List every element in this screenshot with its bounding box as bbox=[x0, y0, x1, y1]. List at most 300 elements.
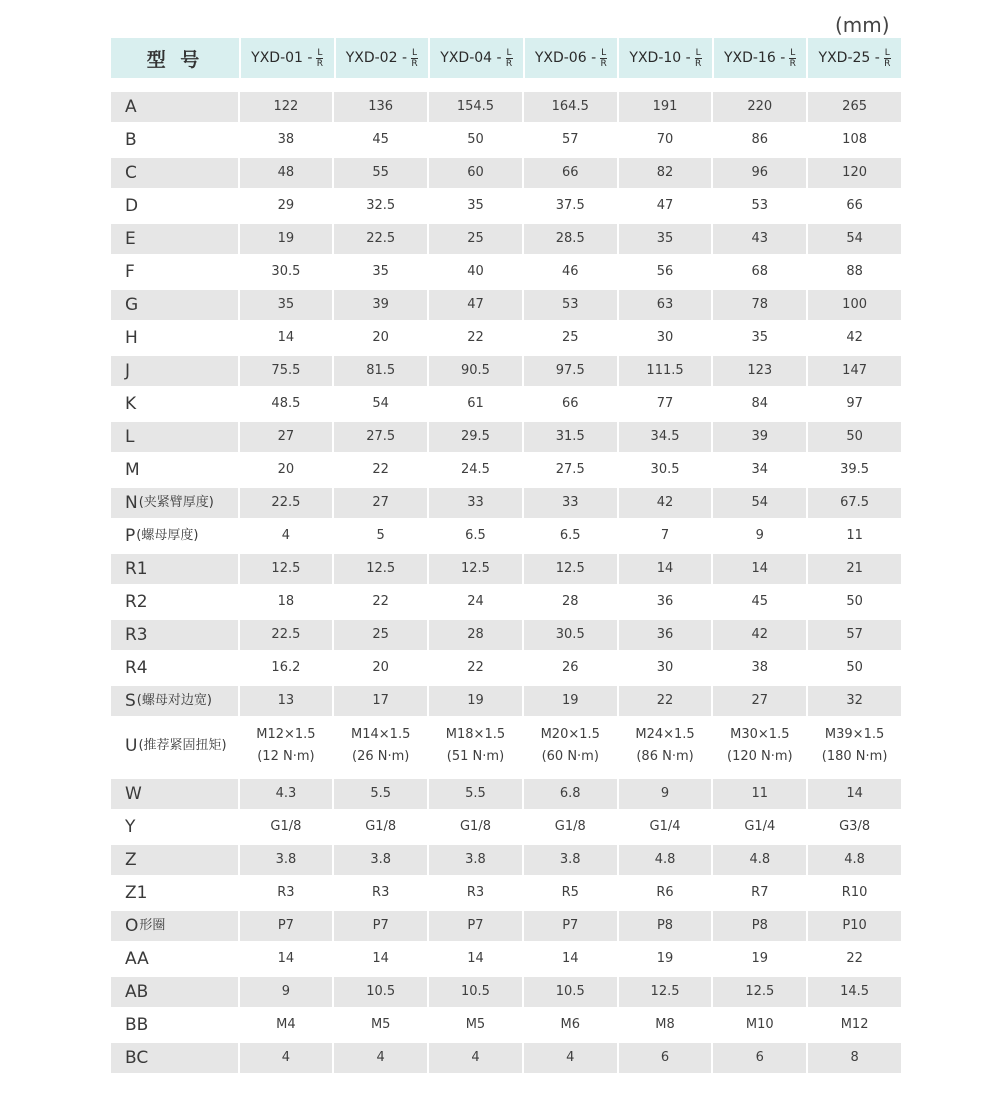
value-cell: 4 bbox=[429, 1043, 524, 1073]
param-name: AB bbox=[125, 982, 149, 1002]
param-name: U bbox=[125, 736, 138, 756]
value-cell: 32.5 bbox=[334, 191, 429, 221]
value-cell: 57 bbox=[524, 125, 619, 155]
value-cell: 11 bbox=[846, 528, 863, 543]
param-cell bbox=[111, 653, 240, 683]
value-cell: 108 bbox=[842, 132, 867, 147]
table-row bbox=[111, 845, 901, 875]
param-cell bbox=[111, 812, 240, 842]
value-cell: 16.2 bbox=[240, 653, 335, 683]
value-cell: 22.5 bbox=[240, 620, 335, 650]
value-cell: M8 bbox=[619, 1010, 714, 1040]
param-cell bbox=[111, 323, 240, 353]
value-cell: 20 bbox=[334, 653, 429, 683]
param-cell bbox=[111, 719, 240, 773]
param-cell bbox=[111, 92, 240, 122]
param-name: P bbox=[125, 526, 136, 546]
value-cell: 111.5 bbox=[619, 356, 714, 386]
value-cell: 3.8 bbox=[524, 845, 619, 875]
param-cell bbox=[111, 1043, 240, 1073]
value-cell: 3.8 bbox=[429, 845, 524, 875]
value-cell: 35 bbox=[429, 191, 524, 221]
value-cell: M6 bbox=[524, 1010, 619, 1040]
value-cell: 38 bbox=[240, 125, 335, 155]
table-row bbox=[111, 488, 901, 518]
value-cell: M5 bbox=[429, 1010, 524, 1040]
param-name: C bbox=[125, 163, 137, 183]
value-cell: 32 bbox=[808, 686, 901, 716]
value-cell: 4.8 bbox=[808, 845, 901, 875]
value-cell: 39.5 bbox=[840, 462, 870, 477]
value-cell: 10.5 bbox=[334, 977, 429, 1007]
param-cell bbox=[111, 977, 240, 1007]
value-cell: 54 bbox=[713, 488, 808, 518]
value-cell: 8 bbox=[808, 1043, 901, 1073]
model-header-cell bbox=[525, 38, 620, 78]
value-cell: 27.5 bbox=[524, 455, 619, 485]
table-row bbox=[111, 356, 901, 386]
value-cell: 18 bbox=[240, 587, 335, 617]
table-row bbox=[111, 944, 901, 974]
value-cell: 100 bbox=[808, 290, 901, 320]
table-row bbox=[111, 878, 901, 908]
value-cell: P8 bbox=[619, 911, 714, 941]
value-cell: 24 bbox=[429, 587, 524, 617]
torque-value: (86 N·m) bbox=[636, 749, 694, 764]
table-row bbox=[111, 587, 901, 617]
param-name: E bbox=[125, 229, 136, 249]
value-cell: 154.5 bbox=[429, 92, 524, 122]
param-cell bbox=[111, 389, 240, 419]
value-cell: 4.8 bbox=[713, 845, 808, 875]
table-row bbox=[111, 389, 901, 419]
value-cell: 6 bbox=[713, 1043, 808, 1073]
value-cell: 96 bbox=[713, 158, 808, 188]
value-cell: 56 bbox=[619, 257, 714, 287]
param-name: R3 bbox=[125, 625, 148, 645]
param-name: R2 bbox=[125, 592, 148, 612]
param-cell bbox=[111, 356, 240, 386]
value-cell: 19 bbox=[619, 944, 714, 974]
value-cell: M4 bbox=[240, 1010, 335, 1040]
value-cell: 29.5 bbox=[429, 422, 524, 452]
model-header-label: 型 号 bbox=[111, 38, 241, 78]
value-cell: 6 bbox=[619, 1043, 714, 1073]
value-cell: 12.5 bbox=[429, 554, 524, 584]
param-cell bbox=[111, 488, 240, 518]
thread-size: M24×1.5 bbox=[635, 727, 695, 742]
param-cell bbox=[111, 257, 240, 287]
table-row bbox=[111, 290, 901, 320]
value-cell: 38 bbox=[713, 653, 808, 683]
table-row bbox=[111, 653, 901, 683]
table-row bbox=[111, 422, 901, 452]
table-row bbox=[111, 977, 901, 1007]
value-cell: 55 bbox=[334, 158, 429, 188]
value-cell: 35 bbox=[713, 323, 808, 353]
table-row bbox=[111, 158, 901, 188]
value-cell: 10.5 bbox=[524, 977, 619, 1007]
torque-value: (120 N·m) bbox=[727, 749, 793, 764]
value-cell: 14 bbox=[619, 554, 714, 584]
param-cell bbox=[111, 1010, 240, 1040]
value-cell: G1/8 bbox=[240, 812, 335, 842]
value-cell: 12.5 bbox=[619, 977, 714, 1007]
value-cell: 12.5 bbox=[334, 554, 429, 584]
value-cell: 53 bbox=[524, 290, 619, 320]
table-header bbox=[111, 38, 901, 78]
value-cell: 88 bbox=[846, 264, 863, 279]
param-cell bbox=[111, 845, 240, 875]
param-name: W bbox=[125, 784, 142, 804]
param-name: J bbox=[125, 361, 131, 381]
value-cell: 12.5 bbox=[524, 554, 619, 584]
value-cell: 27.5 bbox=[334, 422, 429, 452]
model-name: YXD-02 - bbox=[345, 50, 407, 66]
param-name: F bbox=[125, 262, 135, 282]
model-name: YXD-25 - bbox=[818, 50, 880, 66]
value-cell: 30.5 bbox=[524, 620, 619, 650]
value-cell: 220 bbox=[713, 92, 808, 122]
value-cell: 12.5 bbox=[240, 554, 335, 584]
value-cell: R6 bbox=[619, 878, 714, 908]
value-cell: 10.5 bbox=[429, 977, 524, 1007]
value-cell: 191 bbox=[619, 92, 714, 122]
param-note: (螺母对边宽) bbox=[136, 693, 212, 708]
model-header-cell bbox=[336, 38, 431, 78]
value-cell bbox=[524, 719, 619, 773]
value-cell: 36 bbox=[619, 587, 714, 617]
value-cell: 90.5 bbox=[429, 356, 524, 386]
value-cell: 30 bbox=[619, 323, 714, 353]
param-name: BB bbox=[125, 1015, 149, 1035]
value-cell: 12.5 bbox=[713, 977, 808, 1007]
value-cell: 70 bbox=[619, 125, 714, 155]
param-cell bbox=[111, 158, 240, 188]
value-cell: R10 bbox=[841, 885, 868, 900]
param-cell bbox=[111, 944, 240, 974]
value-cell: 19 bbox=[240, 224, 335, 254]
value-cell: 40 bbox=[429, 257, 524, 287]
value-cell: 86 bbox=[713, 125, 808, 155]
value-cell: R3 bbox=[429, 878, 524, 908]
value-cell: 14.5 bbox=[808, 977, 901, 1007]
value-cell: P10 bbox=[808, 911, 901, 941]
value-cell: 4 bbox=[240, 1043, 335, 1073]
table-row bbox=[111, 125, 901, 155]
param-name: R4 bbox=[125, 658, 148, 678]
param-note: (推荐紧固扭矩) bbox=[138, 738, 227, 753]
value-cell: 57 bbox=[808, 620, 901, 650]
value-cell: 47 bbox=[429, 290, 524, 320]
value-cell: 25 bbox=[429, 224, 524, 254]
model-header-cell bbox=[808, 38, 901, 78]
value-cell: 28.5 bbox=[524, 224, 619, 254]
value-cell: 30.5 bbox=[619, 455, 714, 485]
param-cell bbox=[111, 422, 240, 452]
value-cell: 50 bbox=[846, 594, 863, 609]
value-cell: 3.8 bbox=[240, 845, 335, 875]
param-name: K bbox=[125, 394, 137, 414]
param-cell bbox=[111, 620, 240, 650]
param-cell bbox=[111, 587, 240, 617]
value-cell: 4 bbox=[524, 1043, 619, 1073]
param-name: H bbox=[125, 328, 138, 348]
param-name: A bbox=[125, 97, 137, 117]
value-cell: 53 bbox=[713, 191, 808, 221]
value-cell: 17 bbox=[334, 686, 429, 716]
value-cell: P7 bbox=[240, 911, 335, 941]
value-cell: 6.5 bbox=[524, 521, 619, 551]
model-variant-lr: L R bbox=[695, 47, 702, 69]
value-cell: 4.8 bbox=[619, 845, 714, 875]
unit-label: (mm) bbox=[835, 13, 890, 37]
value-cell: 42 bbox=[846, 330, 863, 345]
thread-size: M39×1.5 bbox=[824, 727, 885, 742]
value-cell: 19 bbox=[429, 686, 524, 716]
value-cell: 22 bbox=[429, 323, 524, 353]
value-cell: 14 bbox=[713, 554, 808, 584]
value-cell: 19 bbox=[524, 686, 619, 716]
param-name: S bbox=[125, 691, 136, 711]
value-cell: 24.5 bbox=[429, 455, 524, 485]
table-row bbox=[111, 620, 901, 650]
thread-size: M18×1.5 bbox=[445, 727, 506, 742]
value-cell: 63 bbox=[619, 290, 714, 320]
value-cell: 22.5 bbox=[240, 488, 335, 518]
value-cell: 60 bbox=[429, 158, 524, 188]
value-cell: 22.5 bbox=[334, 224, 429, 254]
value-cell: 47 bbox=[619, 191, 714, 221]
value-cell bbox=[334, 719, 429, 773]
value-cell: 75.5 bbox=[240, 356, 335, 386]
param-name: M bbox=[125, 460, 140, 480]
table-row bbox=[111, 323, 901, 353]
table-row bbox=[111, 455, 901, 485]
value-cell: 35 bbox=[619, 224, 714, 254]
value-cell: 50 bbox=[429, 125, 524, 155]
value-cell: 77 bbox=[619, 389, 714, 419]
value-cell: 54 bbox=[334, 389, 429, 419]
value-cell bbox=[808, 719, 901, 773]
value-cell: 66 bbox=[846, 198, 863, 213]
param-name: AA bbox=[125, 949, 149, 969]
value-cell: 81.5 bbox=[334, 356, 429, 386]
model-header-cell bbox=[241, 38, 336, 78]
value-cell: 14 bbox=[808, 779, 901, 809]
table-row bbox=[111, 92, 901, 122]
model-name: YXD-01 - bbox=[251, 50, 313, 66]
value-cell: R5 bbox=[524, 878, 619, 908]
value-cell: 27 bbox=[334, 488, 429, 518]
value-cell: 20 bbox=[240, 455, 335, 485]
torque-value: (180 N·m) bbox=[821, 749, 888, 764]
value-cell: 22 bbox=[334, 587, 429, 617]
value-cell: 22 bbox=[334, 455, 429, 485]
param-name: N bbox=[125, 493, 138, 513]
value-cell: 9 bbox=[713, 521, 808, 551]
table-row bbox=[111, 686, 901, 716]
model-variant-lr: L R bbox=[505, 47, 513, 69]
value-cell: 25 bbox=[524, 323, 619, 353]
value-cell: 30 bbox=[619, 653, 714, 683]
value-cell: 46 bbox=[524, 257, 619, 287]
value-cell: 25 bbox=[334, 620, 429, 650]
value-cell: 21 bbox=[808, 554, 901, 584]
param-cell bbox=[111, 191, 240, 221]
torque-value: (51 N·m) bbox=[446, 749, 505, 764]
table-row bbox=[111, 911, 901, 941]
param-cell bbox=[111, 521, 240, 551]
value-cell: 37.5 bbox=[524, 191, 619, 221]
value-cell: 67.5 bbox=[808, 488, 901, 518]
value-cell: 123 bbox=[713, 356, 808, 386]
value-cell: 28 bbox=[524, 587, 619, 617]
value-cell: 120 bbox=[808, 158, 901, 188]
param-name: D bbox=[125, 196, 139, 216]
value-cell: 265 bbox=[808, 92, 901, 122]
value-cell: 33 bbox=[524, 488, 619, 518]
value-cell: 22 bbox=[429, 653, 524, 683]
value-cell: 34 bbox=[713, 455, 808, 485]
thread-size: M20×1.5 bbox=[540, 727, 600, 742]
table-row bbox=[111, 521, 901, 551]
table-row bbox=[111, 719, 901, 773]
value-cell: 45 bbox=[713, 587, 808, 617]
value-cell: 31.5 bbox=[524, 422, 619, 452]
value-cell: 68 bbox=[713, 257, 808, 287]
value-cell: M10 bbox=[713, 1010, 808, 1040]
value-cell: 39 bbox=[713, 422, 808, 452]
model-variant-lr: L R bbox=[789, 47, 796, 69]
param-cell bbox=[111, 779, 240, 809]
table-row bbox=[111, 1043, 901, 1073]
value-cell: 136 bbox=[334, 92, 429, 122]
table-row bbox=[111, 1010, 901, 1040]
param-name: R1 bbox=[125, 559, 148, 579]
value-cell: 22 bbox=[846, 951, 863, 966]
value-cell: 6.5 bbox=[429, 521, 524, 551]
param-cell bbox=[111, 686, 240, 716]
value-cell: 4 bbox=[334, 1043, 429, 1073]
value-cell: 97.5 bbox=[524, 356, 619, 386]
value-cell: P7 bbox=[524, 911, 619, 941]
value-cell: M12 bbox=[840, 1017, 869, 1032]
value-cell: 43 bbox=[713, 224, 808, 254]
value-cell: P7 bbox=[334, 911, 429, 941]
model-name: YXD-16 - bbox=[723, 50, 786, 66]
value-cell: 36 bbox=[619, 620, 714, 650]
value-cell: R7 bbox=[713, 878, 808, 908]
param-name: L bbox=[125, 427, 135, 447]
value-cell: 39 bbox=[334, 290, 429, 320]
value-cell: 34.5 bbox=[619, 422, 714, 452]
value-cell: P7 bbox=[429, 911, 524, 941]
value-cell: 66 bbox=[524, 389, 619, 419]
value-cell: 122 bbox=[240, 92, 335, 122]
value-cell: 82 bbox=[619, 158, 714, 188]
value-cell: G3/8 bbox=[839, 819, 871, 834]
value-cell: 14 bbox=[429, 944, 524, 974]
param-name: BC bbox=[125, 1048, 149, 1068]
value-cell: 50 bbox=[846, 660, 863, 675]
model-variant-lr: L R bbox=[411, 47, 418, 69]
param-note: (夹紧臂厚度) bbox=[138, 495, 214, 510]
value-cell: R3 bbox=[334, 878, 429, 908]
value-cell: 9 bbox=[240, 977, 335, 1007]
model-variant-lr: L R bbox=[884, 47, 891, 69]
param-note: (螺母厚度) bbox=[136, 528, 199, 543]
value-cell: 14 bbox=[240, 323, 335, 353]
model-name: YXD-10 - bbox=[629, 50, 691, 66]
value-cell: 78 bbox=[713, 290, 808, 320]
param-cell bbox=[111, 911, 240, 941]
value-cell: 13 bbox=[240, 686, 335, 716]
value-cell: G1/8 bbox=[524, 812, 619, 842]
param-name: Z1 bbox=[125, 883, 148, 903]
value-cell: 30.5 bbox=[240, 257, 335, 287]
value-cell: 22 bbox=[619, 686, 714, 716]
param-note: 形圈 bbox=[139, 918, 166, 933]
value-cell: 54 bbox=[808, 224, 901, 254]
param-cell bbox=[111, 290, 240, 320]
value-cell: 164.5 bbox=[524, 92, 619, 122]
value-cell: 48.5 bbox=[240, 389, 335, 419]
value-cell: P8 bbox=[713, 911, 808, 941]
table-row bbox=[111, 779, 901, 809]
value-cell: 3.8 bbox=[334, 845, 429, 875]
value-cell: 35 bbox=[334, 257, 429, 287]
value-cell: 11 bbox=[713, 779, 808, 809]
param-name: Y bbox=[125, 817, 136, 837]
torque-value: (60 N·m) bbox=[541, 749, 599, 764]
value-cell: M5 bbox=[334, 1010, 429, 1040]
model-name: YXD-06 - bbox=[534, 50, 597, 66]
value-cell: 14 bbox=[334, 944, 429, 974]
value-cell: 9 bbox=[619, 779, 714, 809]
value-cell bbox=[429, 719, 524, 773]
value-cell: 14 bbox=[524, 944, 619, 974]
value-cell: G1/8 bbox=[334, 812, 429, 842]
value-cell bbox=[619, 719, 714, 773]
value-cell: 97 bbox=[846, 396, 863, 411]
table-row bbox=[111, 257, 901, 287]
value-cell: 45 bbox=[334, 125, 429, 155]
value-cell bbox=[240, 719, 335, 773]
value-cell: 27 bbox=[713, 686, 808, 716]
param-cell bbox=[111, 455, 240, 485]
model-header-cell bbox=[714, 38, 809, 78]
value-cell: 50 bbox=[808, 422, 901, 452]
thread-size: M12×1.5 bbox=[256, 727, 316, 742]
value-cell: 42 bbox=[619, 488, 714, 518]
value-cell: 4 bbox=[240, 521, 335, 551]
value-cell: 6.8 bbox=[524, 779, 619, 809]
torque-value: (26 N·m) bbox=[352, 749, 410, 764]
value-cell: 7 bbox=[619, 521, 714, 551]
param-name: Z bbox=[125, 850, 137, 870]
value-cell: 14 bbox=[240, 944, 335, 974]
table-row bbox=[111, 191, 901, 221]
value-cell: 84 bbox=[713, 389, 808, 419]
thread-size: M30×1.5 bbox=[730, 727, 790, 742]
param-name: G bbox=[125, 295, 139, 315]
value-cell: 5 bbox=[334, 521, 429, 551]
param-cell bbox=[111, 554, 240, 584]
param-name: B bbox=[125, 130, 137, 150]
param-cell bbox=[111, 878, 240, 908]
value-cell: G1/4 bbox=[619, 812, 714, 842]
